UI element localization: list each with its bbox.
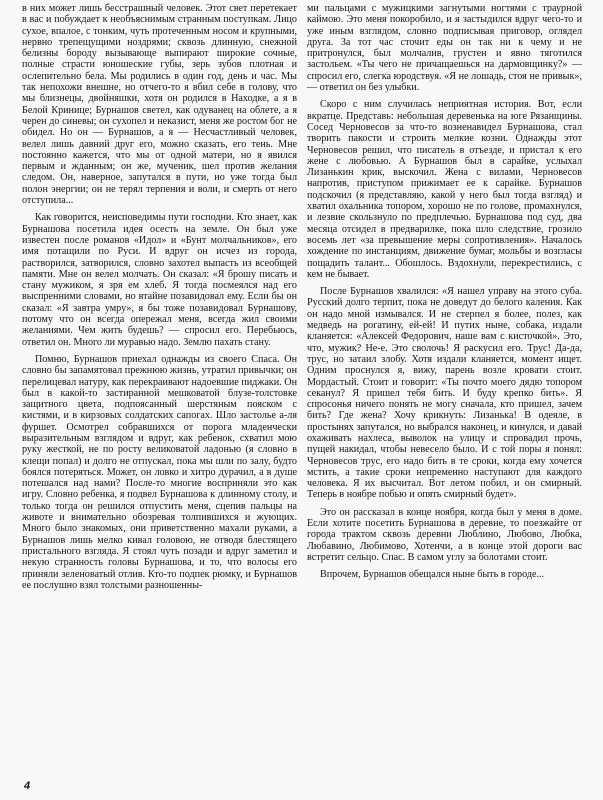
paragraph: Как говорится, неисповедимы пути господни. Кто знает, как Бурнашова посетила идея осесть на земле. Он был уже известен после романов «Идол» и «Бунт молчальников», его имя потащили по Руси. И вдруг он исчез из города, растворился, затворился, словно захотел выпасть из всеобщей памяти. Мне он велел молчать. Он сказал: «Я брошу писать и стану мужиком, я зря ем хлеб. Я тогда посмеялся над его выспренними словами, но втайне позавидовал ему. Если бы он сказал: «Я завтра умру», я бы тоже позавидовал Бурнашову, потому что он всегда опережал меня, всегда жил своими желаниями. Чем жить будешь? — спросил его. Перебьюсь, ответил он. Много ли муравью надо. Землю пахать стану. bbox=[22, 212, 297, 348]
paragraph: ми пальцами с мужицкими загнутыми ногтями с траурной каймою. Это меня покоробило, и я застыдился вдруг чего-то и уже иным взглядом, словно подписывая приговор, оглядел друга. За тот час сточит еды он так ни к чему и не притронулся, был молчалив, грустен и явно тяготился застольем. «Ты чего не причащаешься на дармовщинку?» — спросил его, слегка юродствуя. «Я не лошадь, стоя не привык»,— ответил он без улыбки. bbox=[307, 3, 582, 94]
right-column bbox=[307, 3, 582, 581]
left-column bbox=[22, 3, 297, 591]
paragraph: Впрочем, Бурнашов обещался ныне быть в городе... bbox=[320, 569, 545, 581]
paragraph: Помню, Бурнашов приехал однажды из своего Спаса. Он словно бы запамятовал прежнюю жизнь, утратил привычки; он перелицевал натуру, как перекраивают надоевшие пиджаки. Он был в какой-то застиранной мешковатой блузе-толстовке защитного цвета, подпоясанный шерстяным пояском с кистями, и в кирзовых солдатских сапогах. Шло застолье а-ля фуршет. Осмотрел собравшихся от порога младенчески выразительным взглядом и вдруг, как ребенок, схватил мою руку жесткой, не по росту великоватой ладонью (я словно в клещи попал) и долго не отпускал, пока мы шли по залу, будто боялся потеряться. Может, он ловко и хитро дурачил, а в душе потешался над нами? После-то многие восприняли это как игру. Словно ребенка, я подвел Бурнашова к длинному столу, и только тогда он решился отпустить меня, сцепив пальцы на животе и внимательно обозревая толпившихся и жующих. Много было знакомых, они приветственно махали руками, а Бурнашов лишь мелко кивал головою, не отводя блестящего пристального взгляда. Я стоял чуть позади и вдруг заметил и некую странность головы Бурнашова, и то, что волосы его приняли зеленоватый отлив. Кто-то подпек рюмку, и Бурнашов ее послушно взял толстыми разношенны- bbox=[22, 353, 297, 591]
paragraph: Скоро с ним случилась неприятная история. Вот, если вкратце. Представь: небольшая деревенька на юге Рязанщины. Сосед Черновесов за что-то возненавидел Бурнашова, стал творить пакости и строить мелкие козни. Однажды этот Черновесов решил, что писатель в отъезде, и пристал к его жене с любовью. А Бурнашов был в сарайке, услыхал Лизанькин крик, выскочил. Жена с вилами, Черновесов напротив, приступом прижимает ее к сарайке. Бурнашов подскочил (я представляю, какой у него был тогда взгляд) и хватил охальника топором, хорошо не по голове, промахнулся, и лезвие скользнуло по предплечью. Бурнашова под суд, два месяца отсидел в предварилке, пока шло следствие, грозило восемь лет «за превышение меры сопротивления». Началось хождение по инстанциям, движение бумаг, мольбы и возгласы пощадить талант... Обошлось. Вздохнули, перекрестились, с кем не бывает. bbox=[307, 99, 582, 280]
page-number: 4 bbox=[24, 780, 31, 792]
paragraph: Это он рассказал в конце ноября, когда был у меня в доме. Если хотите посетить Бурнашова в деревне, то поезжайте от города трактом сквозь деревни Люблино, Любово, Любка, Любавино, Любимово, Хотенчи, а в конце этой дороги вас встретит сельцо. Спас. В самом углу за болотами стоит. bbox=[307, 506, 582, 563]
paragraph: в них может лишь бесстрашный человек. Этот свет перетекает в вас и побуждает к необъяснимым странным поступкам. Лицо сухое, впалое, с тонким, чуть протеченным носом и крупными, нервно трепещущими ноздрями; сквозь длинную, снежной белизны бороду вызывающе выпирают широкие сочные, полные страсти юношеские губы, зерь зубов плотная и ослепительно бела. Мы родились в один год, день и час. Мы так непохожи внешне, но отчего-то я вбил себе в голову, что мы близнецы, двойняшки, хотя он родился в Находке, а я в Белой Кринице; Бурнашов светел, как одуванец на облете, а я черен до синевы; он сухопел и неказист, меня же ростом бог не обидел. Но он — Бурнашов, а я — Несчастливый человек, велел лишь давний друг его, можно сказать, его тень. Мне постоянно кажется, что мы от одной матери, но я явился первым и жданным; он же, мученик, шел против желания следом. Он, наверное, запутался в пути, но уже тогда был полон энергии; он не терял терпения и воли, и смерть от него отступила... bbox=[22, 3, 297, 207]
paragraph: После Бурнашов хвалился: «Я нашел управу на этого суба. Русский долго терпит, пока не доведут до белого каления. Как он надо мной измывался. И не стерпел я более, полез, как медведь на рогатину, ей-ей! И путих ныне, собака, издали кланяется: «Алексей Федорович, наше вам с кисточкой». Это, что, мужик? Не-е. Это сволочь! Я раскусил его. Трус! Да-да, трус, но затаил злобу. Хотя издали кланяется, момент ищет. Одним проснулся я, вижу, парень возле кровати стоит. Мордастый. Стоит и говорит: «Ты почто моего дядю топором секанул? Я пришел тебя бить. И буду крепко бить». Я спросонья ничего понять не могу сначала, кто пришел, зачем бить? Где жена? Хочу крикнуть: Лизанька! В одеяле, в простынях запутался, но выбрался наконец, и кинулся, и давай охаживать нахлеса, выволок на улицу и спровадил прочь, пущей накидал, чтобы невесело было. И с той поры я понял: Черновесов трус, его надо бить в те сроки, когда ему хочется мстить, а такие сроки непременно наступают для каждого человека. Я их высчитал. Вот летом побил, и он смирный. Теперь в ноябре побью и опять смирный будет». bbox=[307, 286, 582, 501]
